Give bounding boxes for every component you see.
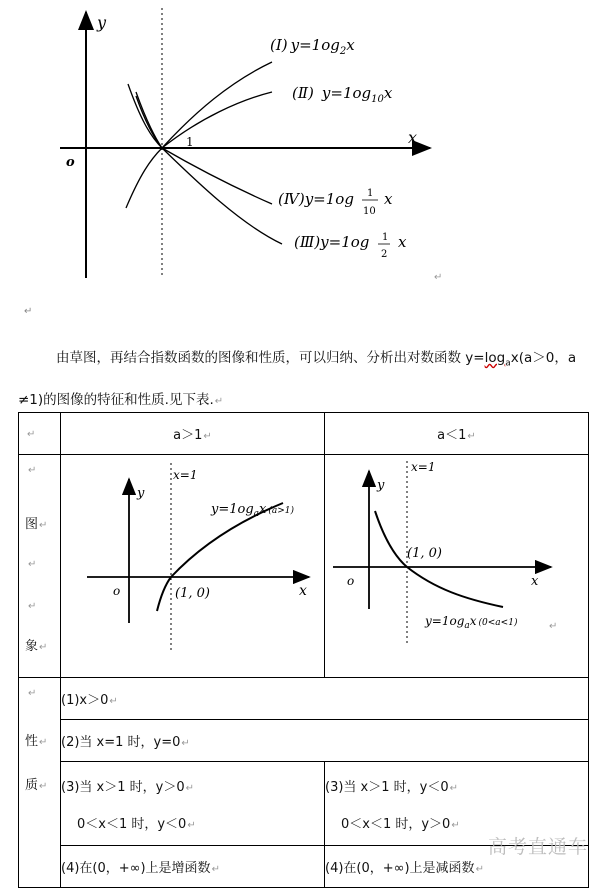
paragraph-log-base: a	[505, 358, 511, 369]
table-header-row	[19, 413, 589, 455]
svg-text:x: x	[398, 233, 407, 251]
row-label-properties: ↵ 性↵ 质↵	[19, 678, 61, 888]
prop-2-cell: (2)当 x=1 时，y=0↵	[61, 720, 589, 762]
paragraph-text-tail: x(a＞0，a	[510, 350, 577, 366]
svg-text:(1, 0): (1, 0)	[407, 546, 442, 561]
paragraph-line-2: ≠1)的图像的特征和性质.见下表.↵	[18, 392, 224, 408]
svg-text:(Ⅲ)y=1og: (Ⅲ)y=1og	[294, 233, 370, 251]
header-a-lt-1: a＜1↵	[325, 413, 589, 455]
paragraph-text: 由草图，再结合指数函数的图像和性质，可以归纳、分析出对数函数 y=	[56, 350, 485, 366]
label-curve-1	[270, 36, 355, 57]
top-tick-one: 1	[186, 135, 194, 149]
svg-text:1: 1	[382, 232, 389, 243]
top-log-graph	[0, 0, 612, 300]
top-axis-y-label: y	[97, 13, 107, 32]
paragraph-text-2: ≠1)的图像的特征和性质.见下表.	[18, 392, 214, 408]
svg-text:2: 2	[381, 249, 388, 260]
header-a-gt-1: a＞1↵	[61, 413, 325, 455]
svg-text:x: x	[531, 574, 539, 589]
row-label-image: ↵ 图↵ ↵ ↵ 象↵	[19, 455, 61, 678]
svg-text:y=1ogax(a>1): $y=1og_ax$ (a>1)	[211, 502, 295, 519]
prop-1-cell: (1)x＞0↵	[61, 678, 589, 720]
svg-text:x: x	[299, 583, 307, 599]
svg-text:1: 1	[367, 188, 374, 199]
top-origin-label: o	[66, 155, 75, 170]
svg-text:o: o	[347, 574, 355, 588]
graph-a-gt-1	[61, 455, 325, 677]
label-curve-3	[294, 232, 407, 260]
svg-text:o: o	[113, 584, 121, 598]
prop-row-1	[19, 678, 589, 720]
graph-cell-a-lt-1	[325, 455, 589, 678]
curve-log1-2	[128, 84, 282, 244]
svg-text:(1, 0): (1, 0)	[175, 586, 210, 601]
paragraph-log: log	[484, 350, 506, 366]
log-properties-table	[18, 412, 589, 888]
prop-4-right-cell: (4)在(0，+∞)上是减函数↵	[325, 846, 589, 888]
watermark: 高考直通车	[487, 836, 588, 858]
svg-text:(Ⅰ)y=1og2x: (Ⅰ) $y=1og_2x$	[270, 36, 355, 57]
svg-text:(Ⅱ)y=1og10x: (Ⅱ) $y=1og_{10}x$	[292, 84, 393, 105]
svg-text:y: y	[137, 486, 145, 501]
svg-text:x: x	[384, 190, 393, 208]
svg-text:10: 10	[363, 206, 376, 217]
prop-3-left-cell: (3)当 x＞1 时，y＞0↵ 0＜x＜1 时，y＜0↵	[61, 762, 325, 846]
svg-text:(Ⅳ)y=1og: (Ⅳ)y=1og	[278, 190, 354, 208]
svg-text:↵: ↵	[549, 621, 558, 632]
curve-log2	[126, 62, 272, 208]
corner-cell: ↵	[19, 413, 61, 455]
svg-text:y: y	[377, 478, 385, 493]
prop-3-right-cell: (3)当 x＞1 时，y＜0↵ 0＜x＜1 时，y＞0↵	[325, 762, 589, 846]
table-image-row	[19, 455, 589, 678]
svg-text:x=1: x=1	[173, 468, 198, 482]
top-axis-x-label: x	[408, 128, 418, 147]
return-mark: ↵	[24, 306, 33, 317]
svg-text:x=1: x=1	[411, 460, 436, 474]
svg-text:y=1ogax(0<a<1): $y=1og_ax$ (0<a<1)	[425, 614, 518, 631]
return-mark: ↵	[434, 272, 443, 283]
label-curve-4	[278, 188, 393, 217]
graph-a-lt-1	[325, 455, 589, 677]
prop-4-left-cell: (4)在(0，+∞)上是增函数↵	[61, 846, 325, 888]
paragraph-line-1	[56, 346, 576, 369]
label-curve-2	[292, 84, 393, 105]
prop-row-2	[19, 720, 589, 762]
graph-cell-a-gt-1	[61, 455, 325, 678]
